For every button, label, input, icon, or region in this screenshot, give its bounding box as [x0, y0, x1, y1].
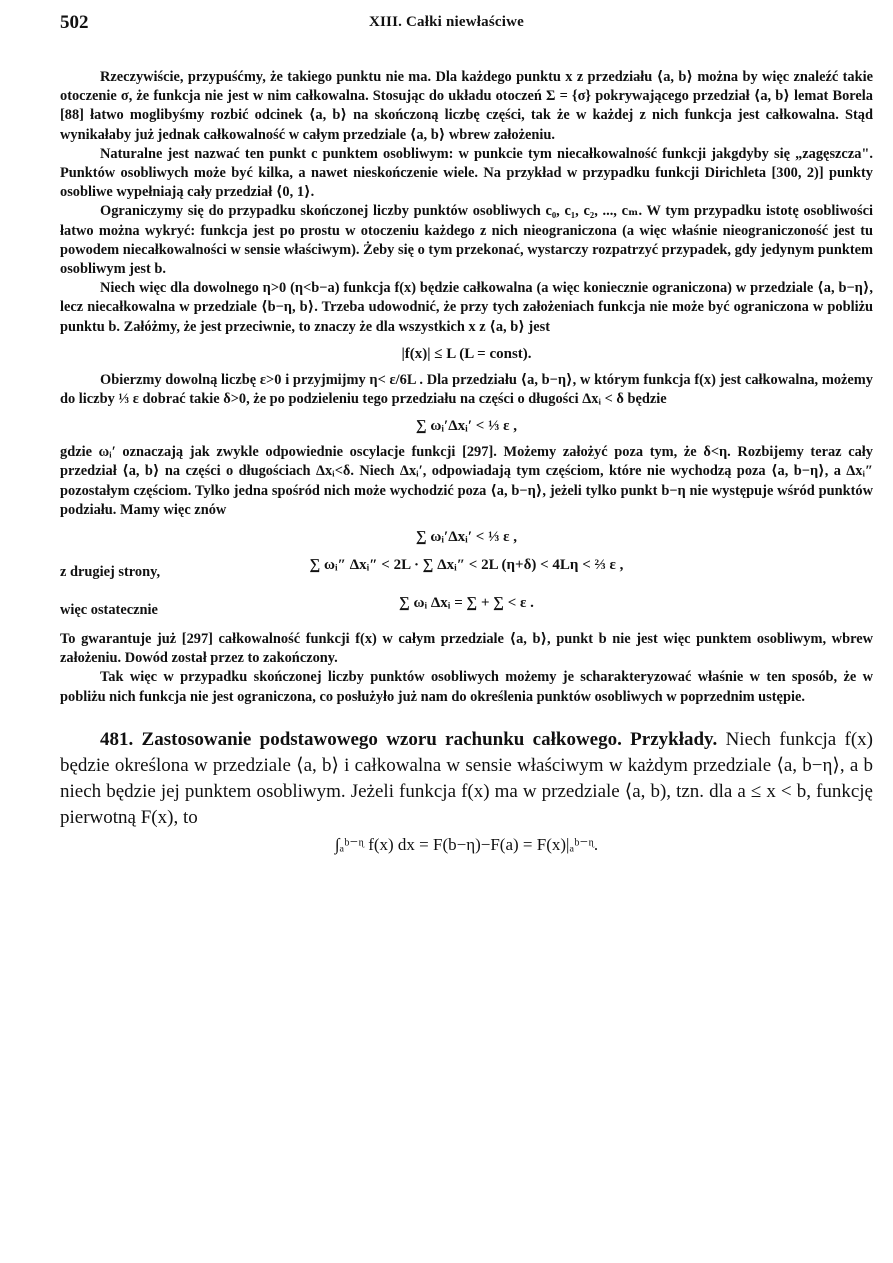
paragraph: gdzie ωᵢ′ oznaczają jak zwykle odpowiednie oscylacje funkcji [297]. Możemy założyć poza tym, że δ<η. Rozbijemy teraz cały przedział ⟨a, b⟩ na części o długościach Δxᵢ<δ. Niech Δxᵢ′, odpowiadają tym częściom, które nie wychodzą poza ⟨a, b−η⟩, a Δxᵢ″ pozostałym częściom. Tylko jedna spośród nich może wychodzić poza ⟨a, b−η⟩, jeżeli tylko punkt b−η nie występuje wśród punktów podziału. Mamy więc znów — [60, 444, 873, 518]
equation-row — [60, 554, 873, 588]
running-title: XIII. Całki niewłaściwe — [368, 14, 525, 30]
equation-sum-1: ∑ ωᵢ′Δxᵢ′ < ⅓ ε , — [415, 418, 518, 435]
equation-label: z drugiej strony, — [60, 564, 161, 581]
paragraph: Rzeczywiście, przypuśćmy, że takiego punktu nie ma. Dla każdego punktu x z przedziału ⟨a, b⟩ można by więc znaleźć takie otoczenie σ, że funkcja nie jest w nim całkowalna. Stosując do układu otoczeń Σ = {σ} pokrywającego przedział ⟨a, b⟩ lemat Borela [88] łatwo moglibyśmy rozbić odcinek ⟨a, b⟩ na skończoną liczbę części, tak że w każdej z nich funkcja jest całkowalna. Stąd wynikałaby już jednak całkowalność w całym przedziale ⟨a, b⟩ wbrew założeniu. — [60, 69, 873, 143]
equation-row — [60, 592, 873, 626]
page-number: 502 — [60, 12, 89, 33]
paragraph: Naturalne jest nazwać ten punkt c punktem osobliwym: w punkcie tym niecałkowalność funkcji jakgdyby się „zagęszcza". Punktów osobliwych może być kilka, a nawet nieskończenie wiele. Na przykład w przypadku funkcji Dirichleta [300, 2)] punkty osobliwe wypełniają cały przedział ⟨0, 1⟩. — [60, 145, 873, 201]
section-481 — [60, 727, 873, 855]
paragraph: To gwarantuje już [297] całkowalność funkcji f(x) w całym przedziale ⟨a, b⟩, punkt b nie jest więc punktem osobliwym, wbrew założeniu. Dowód został przez to zakończony. — [60, 631, 873, 667]
equation-label: więc ostatecznie — [60, 602, 158, 619]
paragraph: Niech więc dla dowolnego η>0 (η<b−a) funkcja f(x) będzie całkowalna (a więc koniecznie ograniczona) w przedziale ⟨a, b−η⟩, lecz niecałkowalna w przedziale ⟨b−η, b⟩. Trzeba udowodnić, że przy tych założeniach funkcja nie może być ograniczona w pobliżu punktu b. Załóżmy, że jest przeciwnie, to znaczy że dla wszystkich x z ⟨a, b⟩ jest — [60, 280, 873, 335]
paragraph: Obierzmy dowolną liczbę ε>0 i przyjmijmy η< ε/6L . Dla przedziału ⟨a, b−η⟩, w którym funkcja f(x) jest całkowalna, możemy do liczby ⅓ ε dobrać takie δ>0, że po podzieleniu tego przedziału na części o długości Δxᵢ < δ będzie — [60, 371, 873, 408]
equation-sum-2: ∑ ωᵢ′Δxᵢ′ < ⅓ ε , — [415, 529, 518, 546]
equation-sum-4: ∑ ωᵢ Δxᵢ = ∑ + ∑ < ε . — [399, 595, 534, 612]
equation-sum-3: ∑ ωᵢ″ Δxᵢ″ < 2L · ∑ Δxᵢ″ < 2L (η+δ) < 4Lη < ⅔ ε , — [309, 557, 624, 574]
paragraph: Tak więc w przypadku skończonej liczby punktów osobliwych możemy je scharakteryzować właśnie w ten sposób, że w pobliżu nich funkcja nie jest ograniczona, co posłużyło już nam do określenia punktów osobliwych w poprzednim ustępie. — [60, 669, 873, 705]
equation-integral: ∫ₐᵇ⁻ᶯ f(x) dx = F(b−η)−F(a) = F(x)|ₐᵇ⁻ᶯ. — [334, 834, 599, 854]
equation-bound: |f(x)| ≤ L (L = const). — [401, 345, 532, 362]
page-header — [60, 12, 833, 38]
section-heading: 481. Zastosowanie podstawowego wzoru rachunku całkowego. Przykłady. — [100, 728, 718, 750]
page-body — [60, 68, 873, 855]
section-text: Niech funkcja f(x) będzie określona w przedziale ⟨a, b⟩ i całkowalna w sensie właściwym w każdym przedziale ⟨a, b−η⟩, a b niech będzie jej punktem osobliwym. Jeżeli funkcja f(x) ma w przedziale ⟨a, b), tzn. dla a ≤ x < b, funkcję pierwotną F(x), to — [60, 728, 873, 828]
paragraph: Ograniczymy się do przypadku skończonej liczby punktów osobliwych c₀, c₁, c₂, ..., cₘ. W tym przypadku istotę osobliwości łatwo można wykryć: funkcja jest po prostu w otoczeniu każdego z nich nieograniczona (a więc właśnie nieograniczoność jest tu powodem niecałkowalności w sensie właściwym). Żeby się o tym przekonać, wystarczy rozpatrzyć przypadek, gdy jedynym punktem osobliwym jest b. — [60, 203, 873, 278]
section-paragraph — [60, 727, 873, 831]
